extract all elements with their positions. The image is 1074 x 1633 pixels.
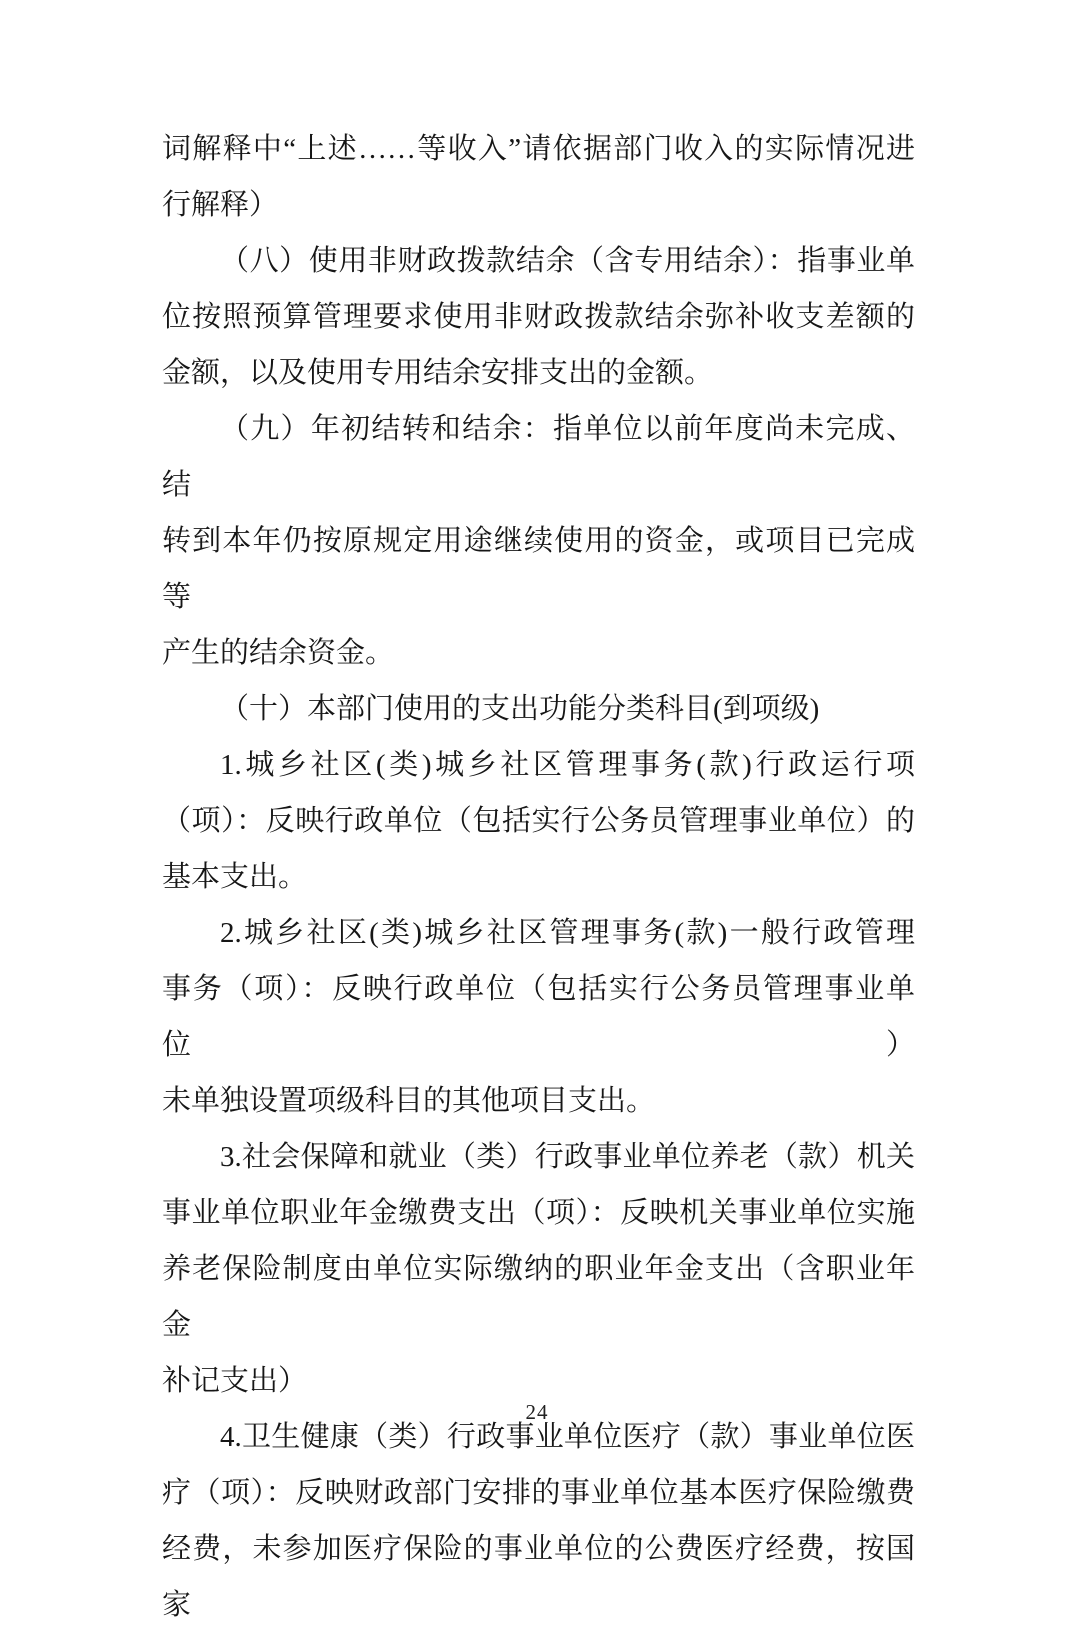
text-line: 经费，未参加医疗保险的事业单位的公费医疗经费，按国家 (162, 1533, 915, 1621)
text-line: 产生的结余资金。 (162, 637, 395, 669)
text-line: 金额，以及使用专用结余安排支出的金额。 (162, 357, 714, 389)
text-line: 事业单位职业年金缴费支出（项）：反映机关事业单位实施 (162, 1197, 915, 1229)
text-line: 2.城乡社区(类)城乡社区管理事务(款)一般行政管理 (220, 917, 915, 949)
text-line: 4.卫生健康（类）行政事业单位医疗（款）事业单位医 (220, 1421, 915, 1453)
text-line: 养老保险制度由单位实际缴纳的职业年金支出（含职业年金 (162, 1253, 915, 1341)
text-line: 位按照预算管理要求使用非财政拨款结余弥补收支差额的 (162, 301, 915, 333)
text-line: 转到本年仍按原规定用途继续使用的资金，或项目已完成等 (162, 525, 915, 613)
text-line: 行解释） (162, 189, 279, 221)
text-line: （项）：反映行政单位（包括实行公务员管理事业单位）的 (162, 805, 915, 837)
text-line: （八）使用非财政拨款结余（含专用结余）：指事业单 (220, 245, 915, 277)
text-line: 未单独设置项级科目的其他项目支出。 (162, 1085, 656, 1117)
text-line: 基本支出。 (162, 861, 308, 893)
text-line: （十）本部门使用的支出功能分类科目(到项级) (220, 693, 820, 725)
page-number: 24 (525, 1400, 549, 1424)
text-line: 1.城乡社区(类)城乡社区管理事务(款)行政运行项 (220, 749, 915, 781)
text-line: 事务（项）：反映行政单位（包括实行公务员管理事业单位） (162, 973, 915, 1061)
text-line: 3.社会保障和就业（类）行政事业单位养老（款）机关 (220, 1141, 915, 1173)
text-line: 疗（项）：反映财政部门安排的事业单位基本医疗保险缴费 (162, 1477, 915, 1509)
text-line: 词解释中“上述……等收入”请依据部门收入的实际情况进 (162, 133, 915, 165)
text-line: （九）年初结转和结余：指单位以前年度尚未完成、结 (162, 413, 915, 501)
text-line: 补记支出） (162, 1365, 308, 1397)
